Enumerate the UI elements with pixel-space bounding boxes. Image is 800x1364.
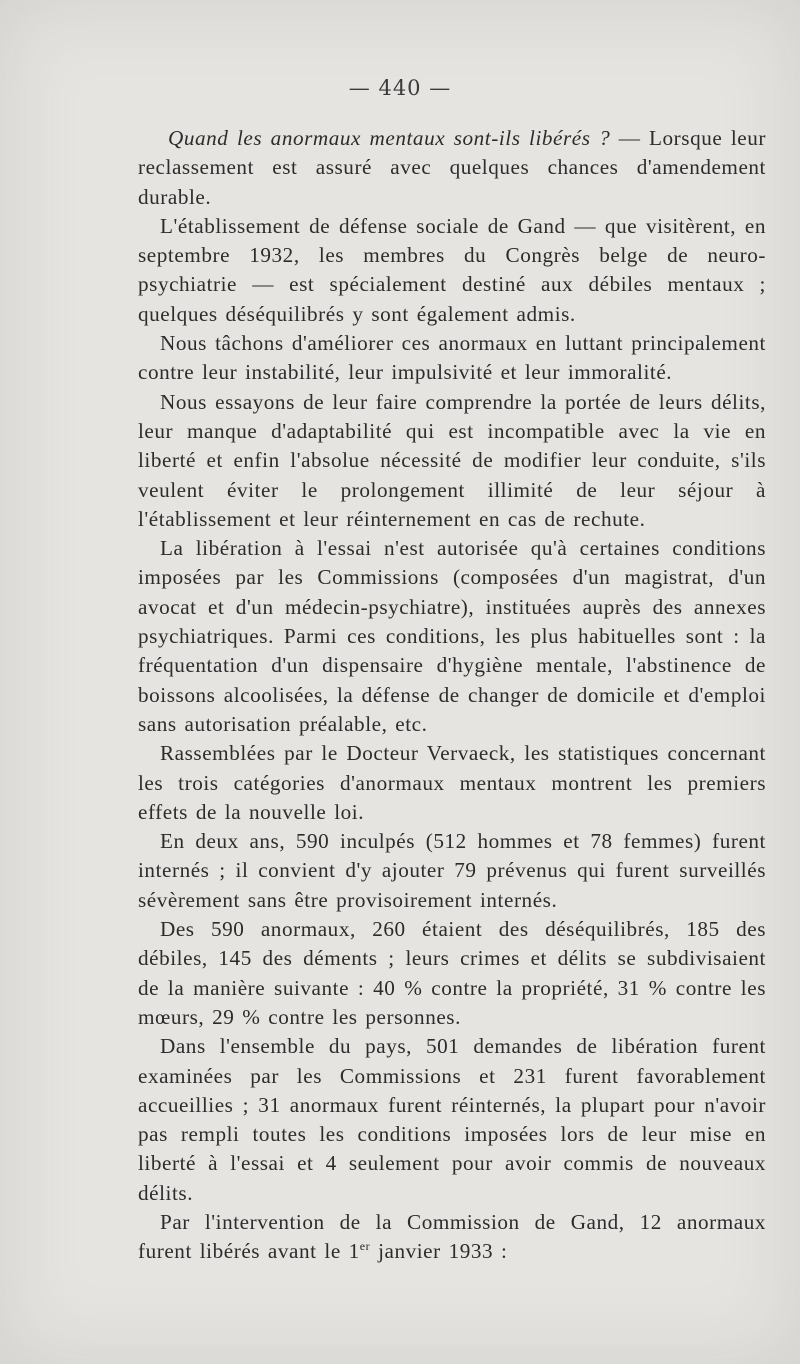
paragraph-internments: En deux ans, 590 inculpés (512 hommes et 78 femmes) furent internés ; il convient d'y ajouter 79 prévenus qui furent surveillés sévèrement sans être provisoirement internés. xyxy=(138,829,766,912)
paragraph-gand-establishment: L'établissement de défense sociale de Gand — que visitèrent, en septembre 1932, les membres du Congrès belge de neuro-psychiatrie — est spécialement destiné aux débiles mentaux ; quelques déséquilibrés y sont également admis. xyxy=(138,213,766,326)
paragraph-question xyxy=(138,124,766,212)
paragraph-categories: Des 590 anormaux, 260 étaient des déséquilibrés, 185 des débiles, 145 des déments ; leurs crimes et délits se subdivisaient de la manière suivante : 40 % contre la propriété, 31 % contre les mœurs, 29 % contre les personnes. xyxy=(138,917,766,1029)
page-number: — 440 — xyxy=(348,76,452,100)
gand-text-before: Par l'intervention de la Commission de Gand, 12 anormaux furent libérés avant le 1 xyxy=(138,1209,766,1264)
ordinal-superscript: er xyxy=(359,1239,371,1254)
paragraph-understanding: Nous essayons de leur faire comprendre la portée de leurs délits, leur manque d'adaptabilité qui est incompatible avec la vie en liberté et enfin l'absolue nécessité de modifier leur conduite, s'ils veulent éviter le prolongement illimité de leur séjour à l'établissement et leur réinternement en cas de rechute. xyxy=(138,389,766,531)
body-text xyxy=(138,124,766,1267)
question-answer: — Lorsque leur reclassement est assuré avec quelques chances d'amendement durable. xyxy=(138,126,766,209)
question-heading: Quand les anormaux mentaux sont-ils libérés ? xyxy=(168,126,611,150)
paragraph-national-results: Dans l'ensemble du pays, 501 demandes de libération furent examinées par les Commissions et 231 furent favorablement accueillies ; 31 anormaux furent réinternés, la plupart pour n'avoir pas rempli toutes les conditions imposées lors de leur mise en liberté à l'essai et 4 seulement pour avoir commis de nouveaux délits. xyxy=(138,1034,766,1205)
paragraph-statistics: Rassemblées par le Docteur Vervaeck, les statistiques concernant les trois catégories d'anormaux mentaux montrent les premiers effets de la nouvelle loi. xyxy=(138,741,766,824)
paragraph-gand-commission xyxy=(138,1208,766,1267)
paragraph-improvement: Nous tâchons d'améliorer ces anormaux en luttant principalement contre leur instabilité, leur impulsivité et leur immoralité. xyxy=(138,331,766,385)
gand-text-after: janvier 1933 : xyxy=(370,1239,508,1264)
paragraph-conditions: La libération à l'essai n'est autorisée qu'à certaines conditions imposées par les Commissions (composées d'un magistrat, d'un avocat et d'un médecin-psychiatre), instituées auprès des annexes psychiatriques. Parmi ces conditions, les plus habituelles sont : la fréquentation d'un dispensaire d'hygiène mentale, l'abstinence de boissons alcoolisées, la défense de changer de domicile et d'emploi sans autorisation préalable, etc. xyxy=(138,536,766,736)
